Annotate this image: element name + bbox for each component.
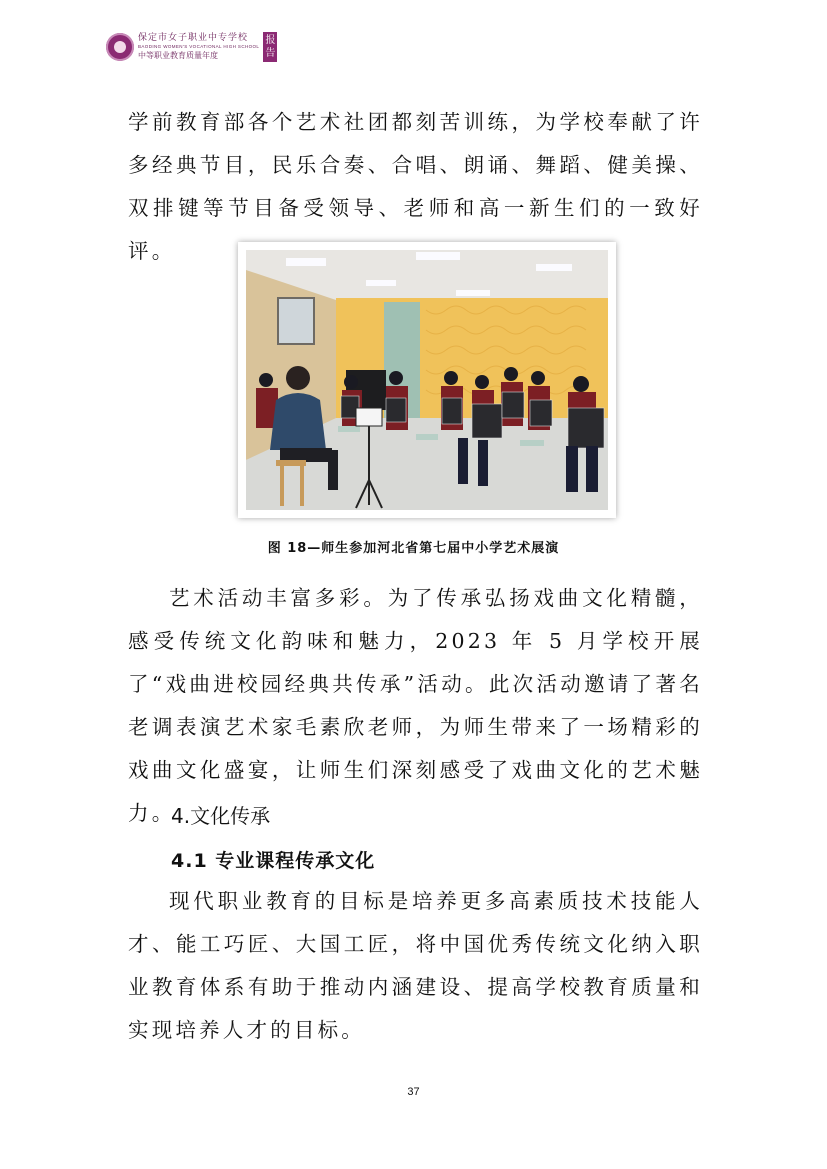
report-tag-line2: 告: [265, 48, 276, 59]
figure-caption: 图 18—师生参加河北省第七届中小学艺术展演: [267, 541, 560, 556]
paragraph-text: 学前教育部各个艺术社团都刻苦训练，为学校奉献了许多经典节目，民乐合奏、合唱、朗诵、舞蹈、健美操、双排键等节目备受领导、老师和高一新生们的一致好评。: [128, 110, 703, 263]
accordion-performance-photo: [246, 250, 608, 510]
school-emblem-icon: [106, 33, 134, 61]
report-tag-line1: 报: [265, 35, 276, 46]
subsection-heading: 4.1 专业课程传承文化: [171, 850, 376, 872]
paragraph-text: 艺术活动丰富多彩。为了传承弘扬戏曲文化精髓，感受传统文化韵味和魅力，2023 年 5 月学校开展了“戏曲进校园经典共传承”活动。此次活动邀请了著名老调表演艺术家毛素欣老师，为师生带来了一场精彩的戏曲文化盛宴，让师生们深刻感受了戏曲文化的艺术魅力。: [128, 586, 703, 825]
logo-school-name: 保定市女子职业中专学校: [138, 33, 249, 44]
header-logo: [106, 30, 277, 64]
paragraph-opera-activity: [128, 577, 703, 835]
logo-english-name: BAODING WOMEN'S VOCATIONAL HIGH SCHOOL: [138, 44, 260, 50]
section-heading: 4.文化传承: [171, 804, 271, 828]
paragraph-text: 现代职业教育的目标是培养更多高素质技术技能人才、能工巧匠、大国工匠，将中国优秀传统文化纳入职业教育体系有助于推动内涵建设、提高学校教育质量和实现培养人才的目标。: [128, 889, 703, 1042]
page-number: 37: [407, 1086, 420, 1098]
paragraph-vocational-goal: [128, 880, 703, 1052]
figure-photo-frame: [238, 242, 616, 518]
logo-subtitle: 中等职业教育质量年度: [138, 50, 218, 60]
report-tag: [263, 32, 277, 62]
logo-text: [138, 34, 259, 60]
